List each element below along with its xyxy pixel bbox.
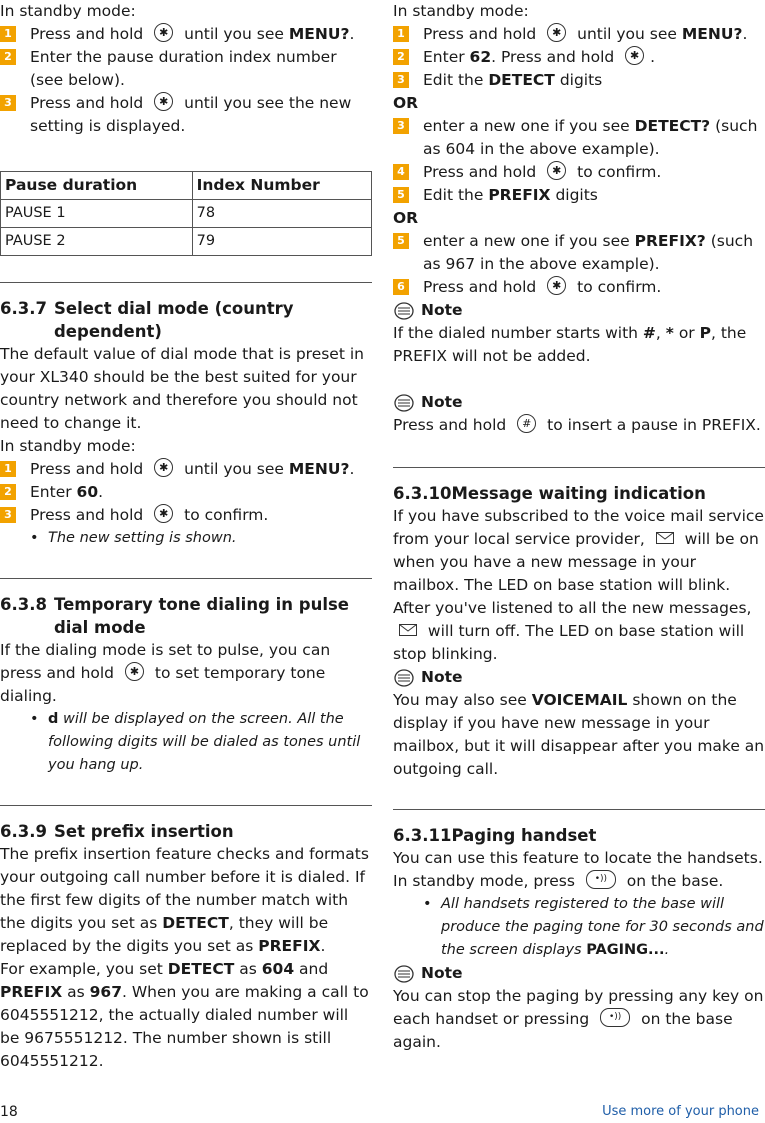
section-body: You can use this feature to locate the handsets. bbox=[393, 849, 763, 867]
step-number: 2 bbox=[0, 49, 16, 65]
note-body: If the dialed number starts with bbox=[393, 324, 643, 342]
step-number: 1 bbox=[0, 26, 16, 42]
step-2 bbox=[393, 46, 765, 69]
step-text: Press and hold bbox=[30, 460, 149, 478]
step-bold: MENU? bbox=[288, 460, 350, 478]
body-text: to set temporary tone dialing. bbox=[0, 664, 326, 705]
note-text bbox=[393, 322, 765, 368]
step-text: Press and hold bbox=[30, 25, 149, 43]
note-heading bbox=[393, 962, 765, 985]
step-5 bbox=[393, 184, 765, 207]
body-bold: DETECT bbox=[162, 914, 229, 932]
section-heading-6-3-9 bbox=[0, 820, 372, 843]
section-number: 6.3.9 bbox=[0, 822, 47, 841]
left-column bbox=[0, 0, 372, 1073]
step-text: Edit the bbox=[423, 186, 489, 204]
step-1 bbox=[393, 23, 765, 46]
table-cell: PAUSE 2 bbox=[1, 228, 193, 256]
body-text: After you've listened to all the new messages, bbox=[393, 599, 752, 617]
body-text: The prefix insertion feature checks and formats your outgoing call number before it is dialed. If the first few digits of the number match with the digits you set as bbox=[0, 845, 369, 932]
section-title: Message waiting indication bbox=[451, 484, 706, 503]
step-text: . Press and hold bbox=[491, 48, 620, 66]
step-text: . bbox=[742, 25, 748, 43]
bullet-item: • d will be displayed on the screen. All the following digits will be dialed as tones until you hang up. bbox=[30, 711, 361, 773]
section-heading-6-3-11 bbox=[393, 824, 765, 847]
bullet-item: • All handsets registered to the base will produce the paging tone for 30 seconds and the screen displays PAGING.... bbox=[423, 896, 764, 958]
note-body: You may also see bbox=[393, 691, 532, 709]
right-column bbox=[393, 0, 765, 1054]
page-number: 18 bbox=[0, 1104, 18, 1120]
table-row bbox=[1, 200, 372, 228]
section-title: Set prefix insertion bbox=[54, 822, 234, 841]
note-heading bbox=[393, 666, 765, 689]
step-text: digits bbox=[550, 186, 598, 204]
section-body: The default value of dial mode that is preset in your XL340 should be the best suited for your country network and therefore you should not need to change it. bbox=[0, 345, 364, 432]
menu-key-icon: ✱ bbox=[125, 662, 144, 681]
step-text: Enter bbox=[423, 48, 470, 66]
body-text: , they will be replaced by the digits you set as bbox=[0, 914, 329, 955]
step-bold: PREFIX bbox=[488, 186, 551, 204]
step-bold: PREFIX? bbox=[634, 232, 706, 250]
note-label: Note bbox=[421, 393, 463, 411]
body-text: as bbox=[234, 960, 262, 978]
body-text: . bbox=[320, 937, 326, 955]
intro-text: In standby mode: bbox=[393, 2, 529, 20]
note-label: Note bbox=[421, 301, 463, 319]
menu-key-icon: ✱ bbox=[547, 161, 566, 180]
step-number: 3 bbox=[393, 118, 409, 134]
bullet-text: . bbox=[664, 942, 670, 958]
step-text: Edit the bbox=[423, 71, 489, 89]
step-text: until you see bbox=[179, 460, 289, 478]
note-label: Note bbox=[421, 964, 463, 982]
note-bold: * bbox=[665, 324, 674, 342]
or-label: OR bbox=[393, 209, 419, 227]
pause-duration-table bbox=[0, 171, 372, 256]
section-heading-6-3-7 bbox=[0, 297, 372, 343]
step-3 bbox=[0, 92, 372, 138]
section-title: Paging handset bbox=[451, 826, 597, 845]
note-icon bbox=[393, 669, 415, 687]
section-heading-6-3-8 bbox=[0, 593, 372, 639]
step-5-alt bbox=[393, 230, 765, 276]
step-3-alt bbox=[393, 115, 765, 161]
body-bold: PREFIX bbox=[258, 937, 321, 955]
step-text: . bbox=[650, 48, 656, 66]
section-heading-6-3-10 bbox=[393, 482, 765, 505]
intro-text: In standby mode: bbox=[0, 437, 136, 455]
step-text: . bbox=[349, 460, 355, 478]
step-text: (such as 604 in the above example). bbox=[423, 117, 758, 158]
step-number: 3 bbox=[0, 95, 16, 111]
step-text: . bbox=[349, 25, 355, 43]
section-body bbox=[393, 597, 765, 666]
step-1 bbox=[0, 458, 372, 481]
section-body bbox=[0, 639, 372, 708]
body-text: . When you are making a call to 6045551212, the actually dialed number will be 9675551212. The number shown is still 6045551212. bbox=[0, 983, 369, 1070]
note-body: to insert a pause in PREFIX. bbox=[542, 416, 761, 434]
step-number: 1 bbox=[0, 461, 16, 477]
step-text: until you see bbox=[179, 25, 289, 43]
body-text: For example, you set bbox=[0, 960, 168, 978]
step-1 bbox=[0, 23, 372, 46]
step-text: to confirm. bbox=[179, 506, 269, 524]
body-bold: 604 bbox=[261, 960, 295, 978]
body-bold: PREFIX bbox=[0, 983, 63, 1001]
bullet-text: All handsets registered to the base will produce the paging tone for 30 seconds and the screen displays bbox=[441, 896, 764, 958]
step-number: 3 bbox=[0, 507, 16, 523]
note-bold: # bbox=[642, 324, 656, 342]
step-bold: DETECT bbox=[488, 71, 555, 89]
menu-key-icon: ✱ bbox=[547, 23, 566, 42]
body-text: In standby mode, press bbox=[393, 872, 580, 890]
envelope-icon bbox=[399, 624, 417, 636]
chapter-link[interactable]: Use more of your phone bbox=[602, 1104, 759, 1119]
section-body bbox=[0, 843, 372, 958]
body-bold: DETECT bbox=[167, 960, 235, 978]
section-number: 6.3.11 bbox=[393, 826, 452, 845]
step-number: 1 bbox=[393, 26, 409, 42]
step-text: Press and hold bbox=[30, 94, 149, 112]
step-bold: 62 bbox=[469, 48, 492, 66]
section-number: 6.3.8 bbox=[0, 595, 47, 614]
table-cell: PAUSE 1 bbox=[1, 200, 193, 228]
menu-key-icon: ✱ bbox=[625, 46, 644, 65]
paging-key-icon: •)) bbox=[600, 1008, 630, 1027]
step-number: 2 bbox=[393, 49, 409, 65]
section-body bbox=[0, 958, 372, 1073]
step-text: Press and hold bbox=[30, 506, 149, 524]
step-6 bbox=[393, 276, 765, 299]
step-number: 3 bbox=[393, 72, 409, 88]
bullet-bold: PAGING... bbox=[586, 942, 665, 958]
step-text: Enter the pause duration index number (see below). bbox=[30, 48, 337, 89]
step-number: 2 bbox=[0, 484, 16, 500]
step-number: 6 bbox=[393, 279, 409, 295]
step-text: to confirm. bbox=[572, 163, 662, 181]
step-bold: MENU? bbox=[288, 25, 350, 43]
note-body: , the PREFIX will not be added. bbox=[393, 324, 747, 365]
table-cell: 79 bbox=[192, 228, 371, 256]
note-icon bbox=[393, 394, 415, 412]
note-body: You can stop the paging by pressing any key on each handset or pressing bbox=[393, 987, 764, 1028]
note-body: shown on the display if you have new message in your mailbox, but it will disappear after you make an outgoing call. bbox=[393, 691, 765, 778]
table-header: Pause duration bbox=[1, 172, 193, 200]
menu-key-icon: ✱ bbox=[154, 504, 173, 523]
step-3 bbox=[393, 69, 765, 92]
step-bold: 60 bbox=[76, 483, 99, 501]
note-text bbox=[393, 985, 765, 1054]
step-text: Press and hold bbox=[423, 163, 542, 181]
bullet-text: will be displayed on the screen. All the following digits will be dialed as tones until you hang up. bbox=[48, 711, 361, 773]
section-number: 6.3.7 bbox=[0, 299, 47, 318]
table-row bbox=[1, 228, 372, 256]
body-text: If you have subscribed to the voice mail service from your local service provider, bbox=[393, 507, 764, 548]
envelope-icon bbox=[656, 532, 674, 544]
or-label: OR bbox=[393, 94, 419, 112]
note-body: on the base again. bbox=[393, 1010, 733, 1051]
section-body bbox=[393, 505, 765, 597]
step-text: until you see bbox=[572, 25, 682, 43]
step-text: digits bbox=[554, 71, 603, 89]
menu-key-icon: ✱ bbox=[154, 23, 173, 42]
body-bold: 967 bbox=[89, 983, 122, 1001]
note-bold: VOICEMAIL bbox=[531, 691, 628, 709]
note-bold: P bbox=[699, 324, 711, 342]
step-text: enter a new one if you see bbox=[423, 117, 635, 135]
body-text: and bbox=[294, 960, 329, 978]
intro-text: In standby mode: bbox=[0, 2, 136, 20]
section-title: Select dial mode (country dependent) bbox=[54, 299, 294, 341]
step-2 bbox=[0, 481, 372, 504]
note-text bbox=[393, 414, 765, 437]
body-text: as bbox=[62, 983, 90, 1001]
section-number: 6.3.10 bbox=[393, 484, 452, 503]
step-text: until you see the new setting is displayed. bbox=[30, 94, 352, 135]
note-icon bbox=[393, 965, 415, 983]
note-body: , bbox=[655, 324, 666, 342]
bullet-bold: d bbox=[48, 711, 59, 727]
bullet-item: • The new setting is shown. bbox=[0, 527, 372, 550]
paging-key-icon: •)) bbox=[586, 870, 616, 889]
step-bold: DETECT? bbox=[634, 117, 711, 135]
note-body: or bbox=[673, 324, 700, 342]
step-4 bbox=[393, 161, 765, 184]
body-text: If the dialing mode is set to pulse, you can press and hold bbox=[0, 641, 331, 682]
step-text: to confirm. bbox=[572, 278, 662, 296]
step-number: 5 bbox=[393, 233, 409, 249]
bullet-text: The new setting is shown. bbox=[48, 530, 237, 546]
hash-key-icon: # bbox=[517, 414, 536, 433]
note-heading bbox=[393, 391, 765, 414]
step-number: 5 bbox=[393, 187, 409, 203]
menu-key-icon: ✱ bbox=[154, 92, 173, 111]
table-cell: 78 bbox=[192, 200, 371, 228]
body-text: will be on when you have a new message in your mailbox. The LED on base station will blink. bbox=[393, 530, 759, 594]
menu-key-icon: ✱ bbox=[547, 276, 566, 295]
step-2 bbox=[0, 46, 372, 92]
step-text: Enter bbox=[30, 483, 77, 501]
step-number: 4 bbox=[393, 164, 409, 180]
note-heading bbox=[393, 299, 765, 322]
note-label: Note bbox=[421, 668, 463, 686]
step-text: Press and hold bbox=[423, 278, 542, 296]
note-text bbox=[393, 689, 765, 781]
step-text: . bbox=[98, 483, 104, 501]
section-title: Temporary tone dialing in pulse dial mode bbox=[54, 595, 349, 637]
step-text: Press and hold bbox=[423, 25, 542, 43]
step-text: enter a new one if you see bbox=[423, 232, 635, 250]
table-header: Index Number bbox=[192, 172, 371, 200]
step-3 bbox=[0, 504, 372, 527]
body-text: will turn off. The LED on base station will stop blinking. bbox=[393, 622, 745, 663]
note-body: Press and hold bbox=[393, 416, 512, 434]
note-icon bbox=[393, 302, 415, 320]
section-body bbox=[393, 870, 765, 893]
step-text: (such as 967 in the above example). bbox=[423, 232, 754, 273]
body-text: on the base. bbox=[621, 872, 724, 890]
step-bold: MENU? bbox=[681, 25, 743, 43]
menu-key-icon: ✱ bbox=[154, 458, 173, 477]
